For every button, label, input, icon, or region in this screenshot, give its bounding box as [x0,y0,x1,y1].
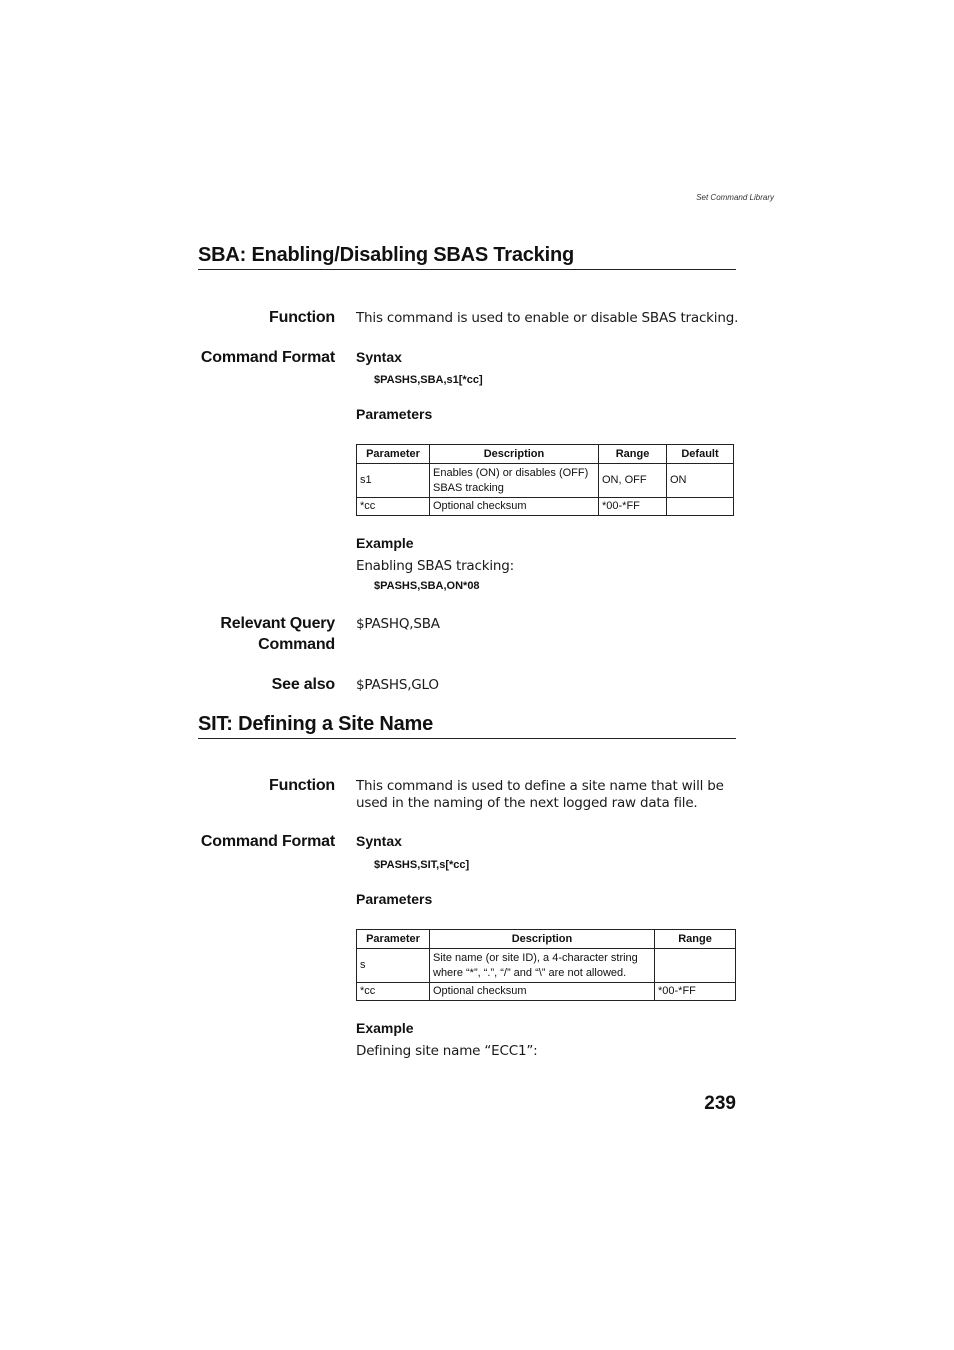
syntax-heading: Syntax [356,833,402,849]
table-header-cell: Default [667,445,734,464]
table-cell: s [357,949,430,983]
table-header-cell: Parameter [357,930,430,949]
table-header-cell: Description [430,930,655,949]
function-text: This command is used to enable or disable SBAS tracking. [356,310,739,326]
example-text: Defining site name “ECC1”: [356,1043,538,1059]
see-also-label: See also [271,676,335,693]
table-cell: *00-*FF [599,498,667,516]
example-text: Enabling SBAS tracking: [356,558,514,574]
page-number: 239 [704,1093,736,1114]
command-format-label: Command Format [200,349,335,366]
example-heading: Example [356,1020,414,1036]
table-cell [655,949,736,983]
example-heading: Example [356,535,414,551]
table-header-row [357,445,734,464]
table-cell: *cc [357,983,430,1001]
relevant-query-value: $PASHQ,SBA [356,616,440,632]
parameters-heading: Parameters [356,891,433,907]
table-row [357,464,734,498]
section-title-sba: SBA: Enabling/Disabling SBAS Tracking [198,244,736,270]
table-cell: Site name (or site ID), a 4-character string where “*”, “.”, “/” and “\” are not allowed. [430,949,655,983]
function-label: Function [269,777,335,794]
table-header-cell: Range [655,930,736,949]
table-row [357,498,734,516]
table-cell: *00-*FF [655,983,736,1001]
relevant-query-label-line2: Command [258,636,335,653]
table-header-cell: Description [430,445,599,464]
table-row [357,983,736,1001]
table-header-row [357,930,736,949]
parameters-table-sba [356,444,734,516]
see-also-value: $PASHS,GLO [356,677,439,693]
section-title-sit: SIT: Defining a Site Name [198,713,736,739]
table-cell: ON, OFF [599,464,667,498]
table-row [357,949,736,983]
parameters-heading: Parameters [356,406,433,422]
table-header-cell: Parameter [357,445,430,464]
command-format-label: Command Format [200,833,335,850]
running-header: Set Command Library [696,193,774,202]
table-cell [667,498,734,516]
syntax-code: $PASHS,SBA,s1[*cc] [374,374,483,386]
relevant-query-label [150,613,335,655]
function-text: This command is used to define a site name that will be used in the naming of the next logged raw data file. [356,778,724,811]
syntax-code: $PASHS,SIT,s[*cc] [374,859,470,871]
parameters-table-sit [356,929,736,1001]
table-cell: ON [667,464,734,498]
table-cell: *cc [357,498,430,516]
relevant-query-label-line1: Relevant Query [220,615,335,632]
syntax-heading: Syntax [356,349,402,365]
table-header-cell: Range [599,445,667,464]
table-cell: s1 [357,464,430,498]
table-cell: Enables (ON) or disables (OFF) SBAS tracking [430,464,599,498]
example-code: $PASHS,SBA,ON*08 [374,580,480,592]
table-cell: Optional checksum [430,983,655,1001]
table-cell: Optional checksum [430,498,599,516]
function-label: Function [269,309,335,326]
